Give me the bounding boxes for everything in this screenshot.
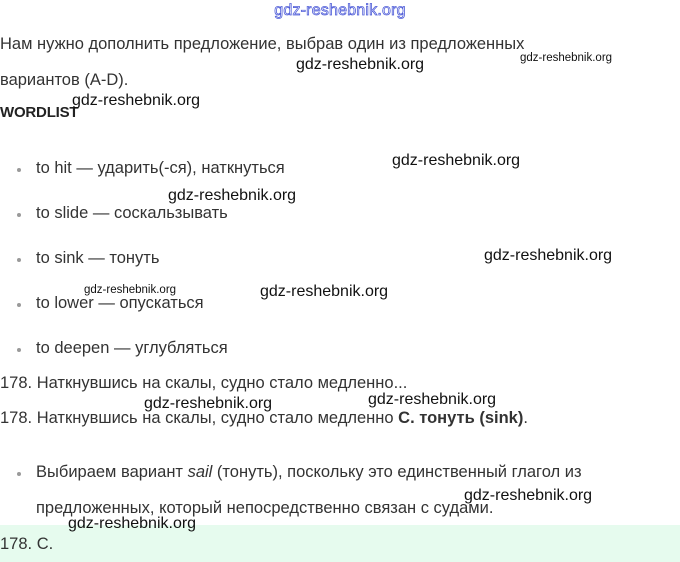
explanation-rest: (тонуть), поскольку это единственный глагол из: [212, 463, 582, 481]
answer-text: 178. C.: [0, 535, 54, 553]
wordlist-item: to hit — ударить(-ся), наткнуться: [36, 159, 285, 177]
bullet-icon: [17, 258, 21, 262]
explanation-line-1: [36, 463, 582, 482]
intro-line-1: Нам нужно дополнить предложение, выбрав один из предложенных: [0, 35, 525, 53]
wordlist-item: to sink — тонуть: [36, 249, 160, 267]
bullet-icon: [17, 348, 21, 352]
watermark: gdz-reshebnik.org: [296, 56, 425, 73]
wordlist-heading: WORDLIST: [0, 104, 79, 121]
solution-prefix: 178. Наткнувшись на скалы, судно стало медленно: [0, 409, 399, 427]
watermark: gdz-reshebnik.org: [260, 283, 389, 300]
watermark: gdz-reshebnik.org: [368, 391, 497, 408]
watermark: gdz-reshebnik.org: [68, 515, 197, 532]
bullet-icon: [17, 168, 21, 172]
question-prompt: 178. Наткнувшись на скалы, судно стало медленно...: [0, 374, 408, 392]
watermark: gdz-reshebnik.org: [464, 487, 593, 504]
bullet-icon: [17, 472, 21, 476]
bullet-icon: [17, 303, 21, 307]
wordlist-item: to slide — соскальзывать: [36, 204, 228, 222]
watermark: gdz-reshebnik.org: [392, 152, 521, 169]
watermark: gdz-reshebnik.org: [84, 284, 177, 296]
watermark: gdz-reshebnik.org: [72, 92, 201, 109]
watermark: gdz-reshebnik.org: [484, 247, 613, 264]
site-title[interactable]: gdz-reshebnik.org: [274, 2, 406, 19]
watermark: gdz-reshebnik.org: [168, 187, 297, 204]
intro-line-2: вариантов (A-D).: [0, 71, 129, 89]
wordlist-item: to lower — опускаться: [36, 294, 204, 312]
explanation-prefix: Выбираем вариант: [36, 463, 188, 481]
explanation-word: sail: [187, 463, 213, 481]
watermark: gdz-reshebnik.org: [144, 395, 273, 412]
solution-answer: C. тонуть (sink): [398, 409, 524, 427]
wordlist-item: to deepen — углубляться: [36, 339, 228, 357]
watermark: gdz-reshebnik.org: [520, 52, 613, 64]
bullet-icon: [17, 213, 21, 217]
solution-suffix: .: [523, 409, 528, 427]
explanation-line-2: предложенных, который непосредственно связан с судами.: [36, 499, 494, 517]
